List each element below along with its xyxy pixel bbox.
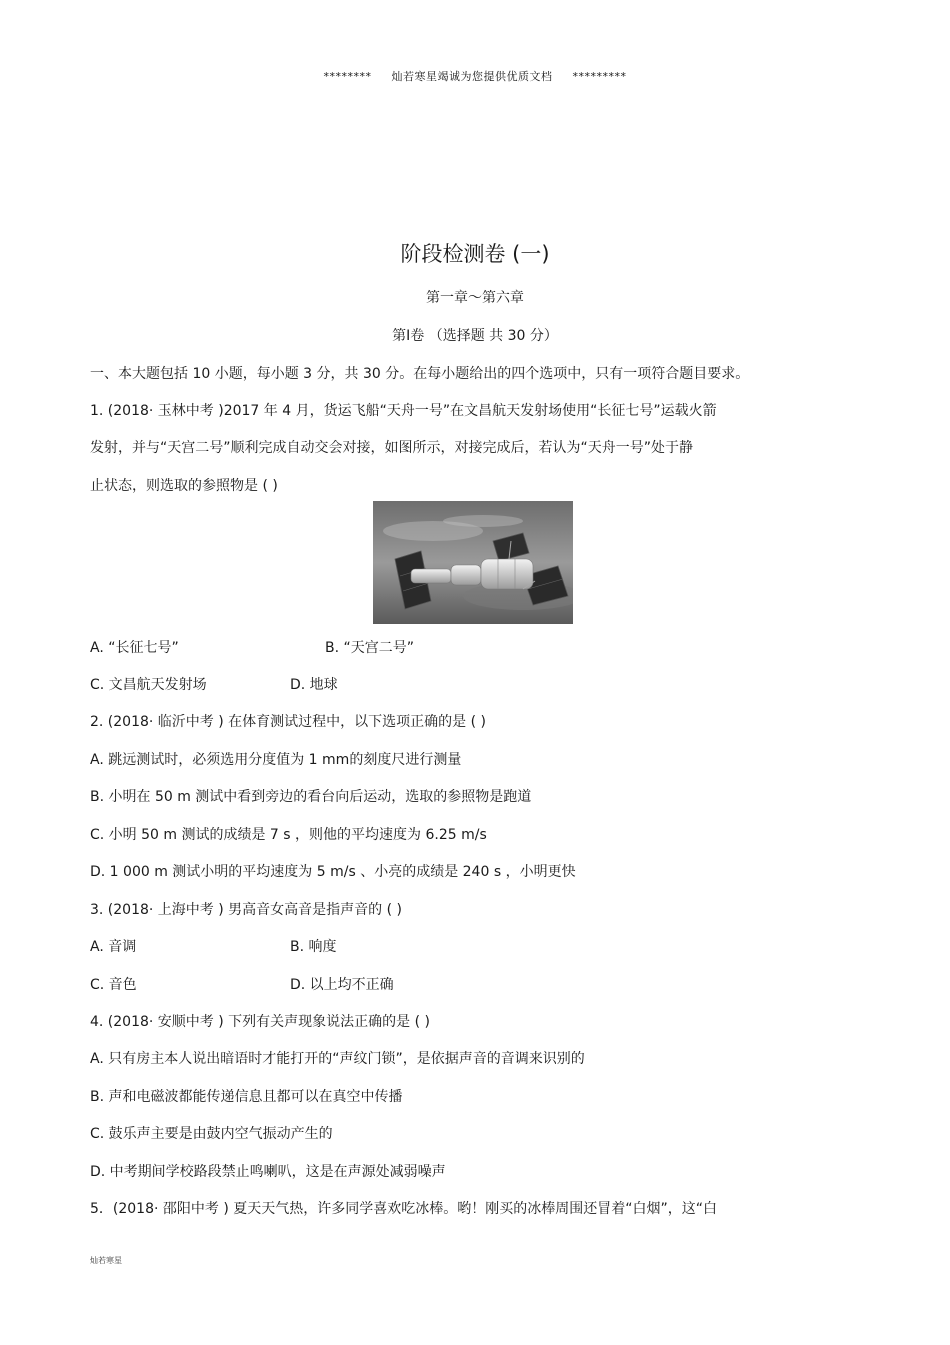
- q1-option-d: D. 地球: [290, 677, 338, 693]
- q2-option-c: C. 小明 50 m 测试的成绩是 7 s ，则他的平均速度为 6.25 m/s: [90, 827, 487, 843]
- q1-line-1: 1. (2018· 玉林中考 )2017 年 4 月，货运飞船“天舟一号”在文昌航天发射场使用“长征七号”运载火箭: [90, 403, 717, 419]
- q2-stem: 2. (2018· 临沂中考 ) 在体育测试过程中，以下选项正确的是 ( ): [90, 714, 486, 730]
- q3-option-d: D. 以上均不正确: [290, 977, 394, 993]
- space-station-photo: [373, 501, 573, 624]
- section-heading: 第Ⅰ卷 （选择题 共 30 分）: [392, 328, 558, 344]
- q2-option-d: D. 1 000 m 测试小明的平均速度为 5 m/s 、小亮的成绩是 240 s ，小明更快: [90, 864, 576, 880]
- q2-option-a: A. 跳远测试时，必须选用分度值为 1 mm的刻度尺进行测量: [90, 752, 462, 768]
- q1-line-2: 发射，并与“天宫二号”顺利完成自动交会对接，如图所示，对接完成后，若认为“天舟一号”处于静: [90, 440, 694, 456]
- instructions: 一、本大题包括 10 小题，每小题 3 分，共 30 分。在每小题给出的四个选项中，只有一项符合题目要求。: [90, 366, 750, 382]
- header-stars-left: ********: [323, 70, 372, 83]
- q5-stem: 5．(2018· 邵阳中考 ) 夏天天气热，许多同学喜欢吃冰棒。哟！刚买的冰棒周围还冒着“白烟”，这“白: [90, 1201, 718, 1217]
- q2-option-b: B. 小明在 50 m 测试中看到旁边的看台向后运动，选取的参照物是跑道: [90, 789, 532, 805]
- q3-option-b: B. 响度: [290, 939, 337, 955]
- q4-option-d: D. 中考期间学校路段禁止鸣喇叭，这是在声源处减弱噪声: [90, 1164, 446, 1180]
- q1-option-b: B. “天宫二号”: [325, 640, 415, 656]
- header-text: 灿若寒星竭诚为您提供优质文档: [391, 70, 553, 83]
- q4-option-b: B. 声和电磁波都能传递信息且都可以在真空中传播: [90, 1089, 403, 1105]
- q3-option-c: C. 音色: [90, 977, 137, 993]
- q1-line-3: 止状态，则选取的参照物是 ( ): [90, 478, 278, 494]
- page-footer: 灿若寒星: [90, 1256, 122, 1265]
- q1-option-c: C. 文昌航天发射场: [90, 677, 207, 693]
- page-subtitle: 第一章～第六章: [426, 290, 524, 306]
- q4-option-c: C. 鼓乐声主要是由鼓内空气振动产生的: [90, 1126, 333, 1142]
- q4-stem: 4. (2018· 安顺中考 ) 下列有关声现象说法正确的是 ( ): [90, 1014, 430, 1030]
- page-header: [0, 68, 950, 84]
- page-title: 阶段检测卷 (一): [400, 242, 550, 266]
- q4-option-a: A. 只有房主本人说出暗语时才能打开的“声纹门锁”，是依据声音的音调来识别的: [90, 1051, 585, 1067]
- q3-option-a: A. 音调: [90, 939, 137, 955]
- q3-stem: 3. (2018· 上海中考 ) 男高音女高音是指声音的 ( ): [90, 902, 402, 918]
- q1-option-a: A. “长征七号”: [90, 640, 179, 656]
- header-stars-right: *********: [572, 70, 627, 83]
